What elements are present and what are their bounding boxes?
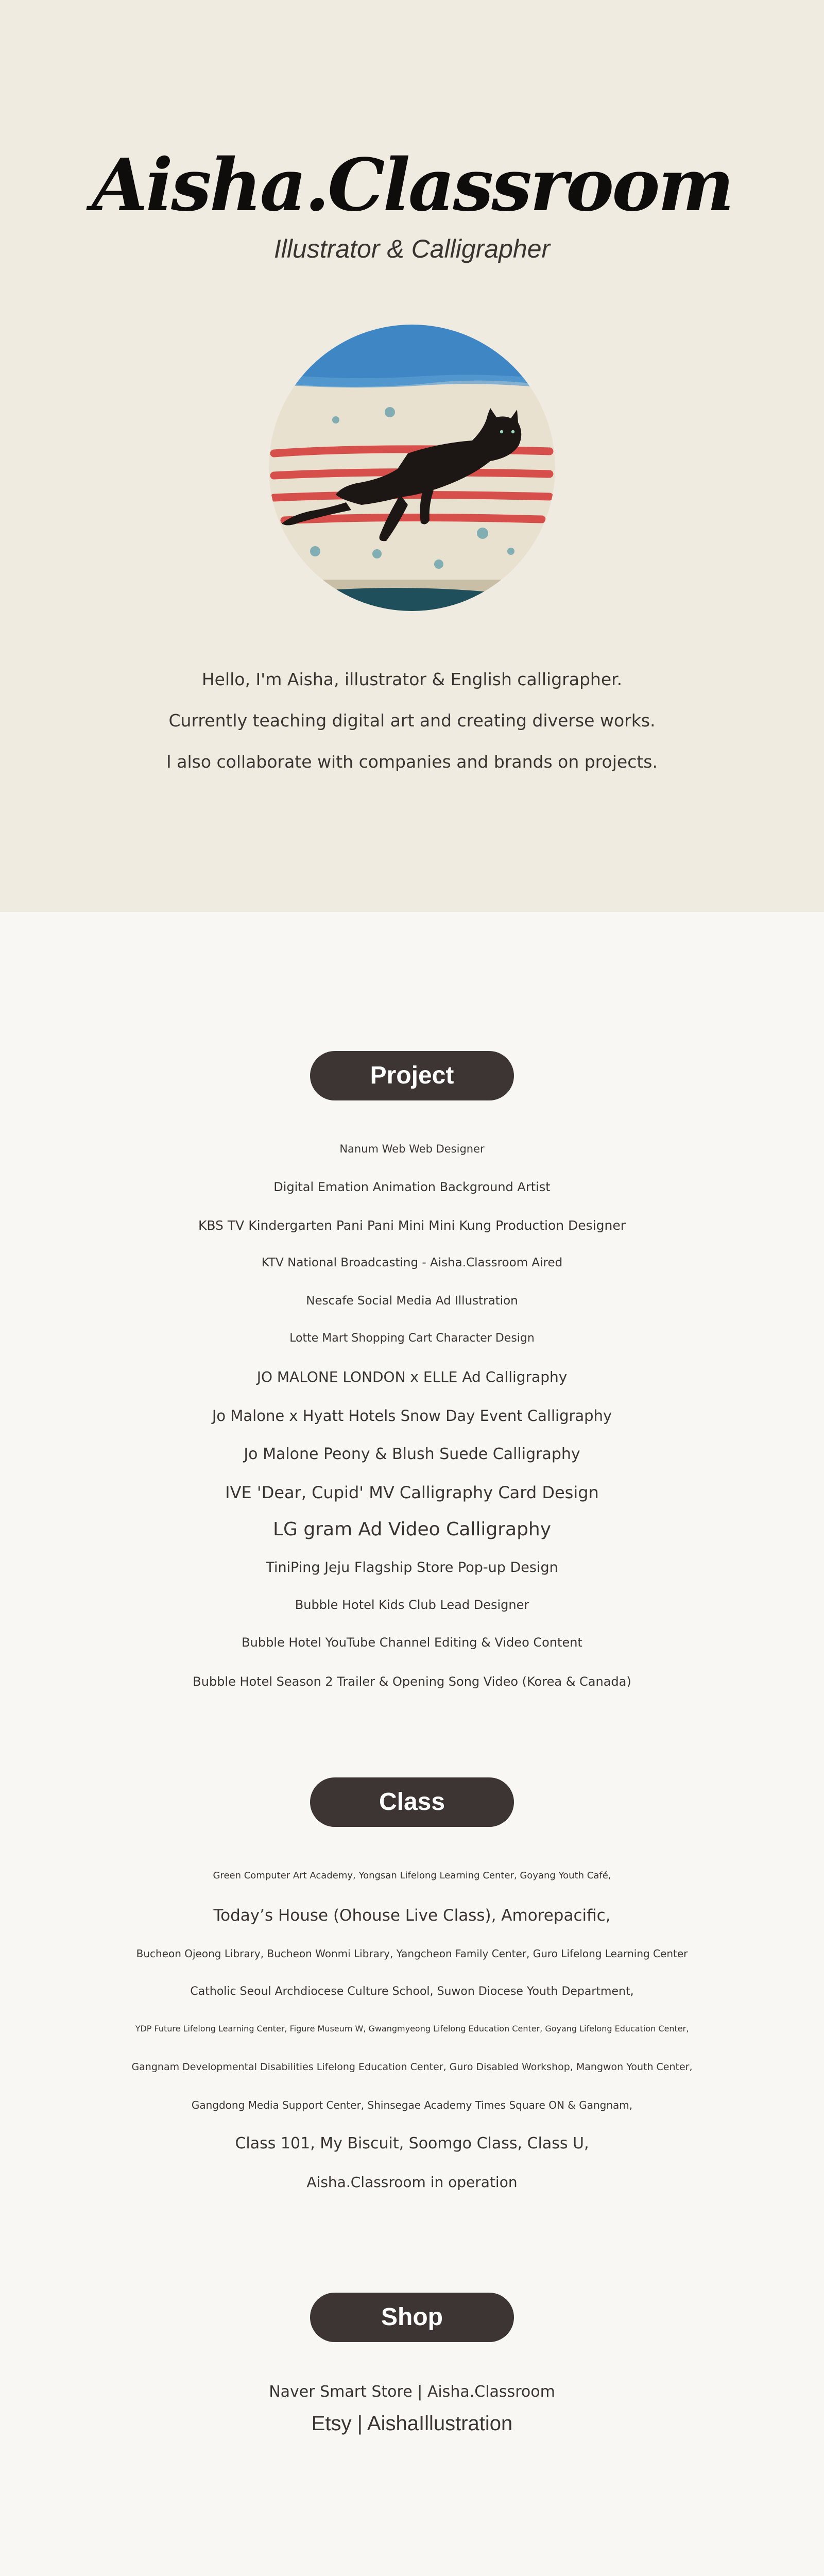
class-item: Gangnam Developmental Disabilities Lifelong Education Center, Guro Disabled Workshop, Mangwon Youth Center,: [131, 2061, 693, 2073]
class-item: Catholic Seoul Archdiocese Culture School, Suwon Diocese Youth Department,: [190, 1985, 634, 1998]
intro-line-2: Currently teaching digital art and creating diverse works.: [168, 710, 656, 731]
shop-link-naver[interactable]: Naver Smart Store | Aisha.Classroom: [269, 2383, 555, 2401]
intro-line-1: Hello, I'm Aisha, illustrator & English calligrapher.: [201, 669, 623, 689]
intro-line-3: I also collaborate with companies and brands on projects.: [166, 752, 658, 772]
class-item: Class 101, My Biscuit, Soomgo Class, Class U,: [235, 2134, 589, 2153]
project-item: LG gram Ad Video Calligraphy: [272, 1519, 552, 1540]
class-item: YDP Future Lifelong Learning Center, Figure Museum W, Gwangmyeong Lifelong Education Center, Goyang Lifelong Education Center,: [135, 2024, 689, 2033]
project-item: KBS TV Kindergarten Pani Pani Mini Mini Kung Production Designer: [198, 1218, 626, 1233]
shop-section-button[interactable]: Shop: [310, 2293, 514, 2342]
project-item: Jo Malone x Hyatt Hotels Snow Day Event Calligraphy: [212, 1407, 612, 1425]
project-section-button[interactable]: Project: [310, 1051, 514, 1100]
project-item: TiniPing Jeju Flagship Store Pop-up Design: [266, 1560, 558, 1575]
class-section-button[interactable]: Class: [310, 1777, 514, 1827]
site-logo[interactable]: Aisha.Classroom: [92, 143, 732, 228]
project-item: JO MALONE LONDON x ELLE Ad Calligraphy: [256, 1368, 568, 1385]
class-item: Bucheon Ojeong Library, Bucheon Wonmi Library, Yangcheon Family Center, Guro Lifelong Learning Center: [136, 1947, 688, 1960]
project-item: Digital Emation Animation Background Artist: [273, 1180, 551, 1194]
project-item: Nanum Web Web Designer: [339, 1143, 485, 1155]
project-item: Bubble Hotel Season 2 Trailer & Opening Song Video (Korea & Canada): [193, 1674, 631, 1689]
class-item: Gangdong Media Support Center, Shinsegae Academy Times Square ON & Gangnam,: [191, 2099, 633, 2111]
project-item: KTV National Broadcasting - Aisha.Classroom Aired: [261, 1256, 563, 1269]
site-tagline: Illustrator & Calligrapher: [273, 234, 551, 263]
class-item: Green Computer Art Academy, Yongsan Lifelong Learning Center, Goyang Youth Café,: [213, 1870, 611, 1881]
project-item: Bubble Hotel YouTube Channel Editing & Video Content: [242, 1635, 582, 1650]
avatar: [269, 325, 555, 611]
project-item: Bubble Hotel Kids Club Lead Designer: [295, 1598, 529, 1612]
project-item: IVE 'Dear, Cupid' MV Calligraphy Card Design: [225, 1483, 599, 1502]
content-section: [0, 912, 824, 2576]
project-item: Nescafe Social Media Ad Illustration: [306, 1294, 518, 1308]
shop-link-etsy[interactable]: Etsy | AishaIllustration: [311, 2412, 513, 2435]
project-item: Jo Malone Peony & Blush Suede Calligraphy: [244, 1445, 580, 1463]
class-item: Today’s House (Ohouse Live Class), Amorepacific,: [213, 1906, 611, 1925]
project-item: Lotte Mart Shopping Cart Character Design: [289, 1332, 535, 1345]
class-item: Aisha.Classroom in operation: [306, 2174, 518, 2191]
hero-section: [0, 0, 824, 912]
black-cat-illustration-icon: [269, 325, 555, 611]
